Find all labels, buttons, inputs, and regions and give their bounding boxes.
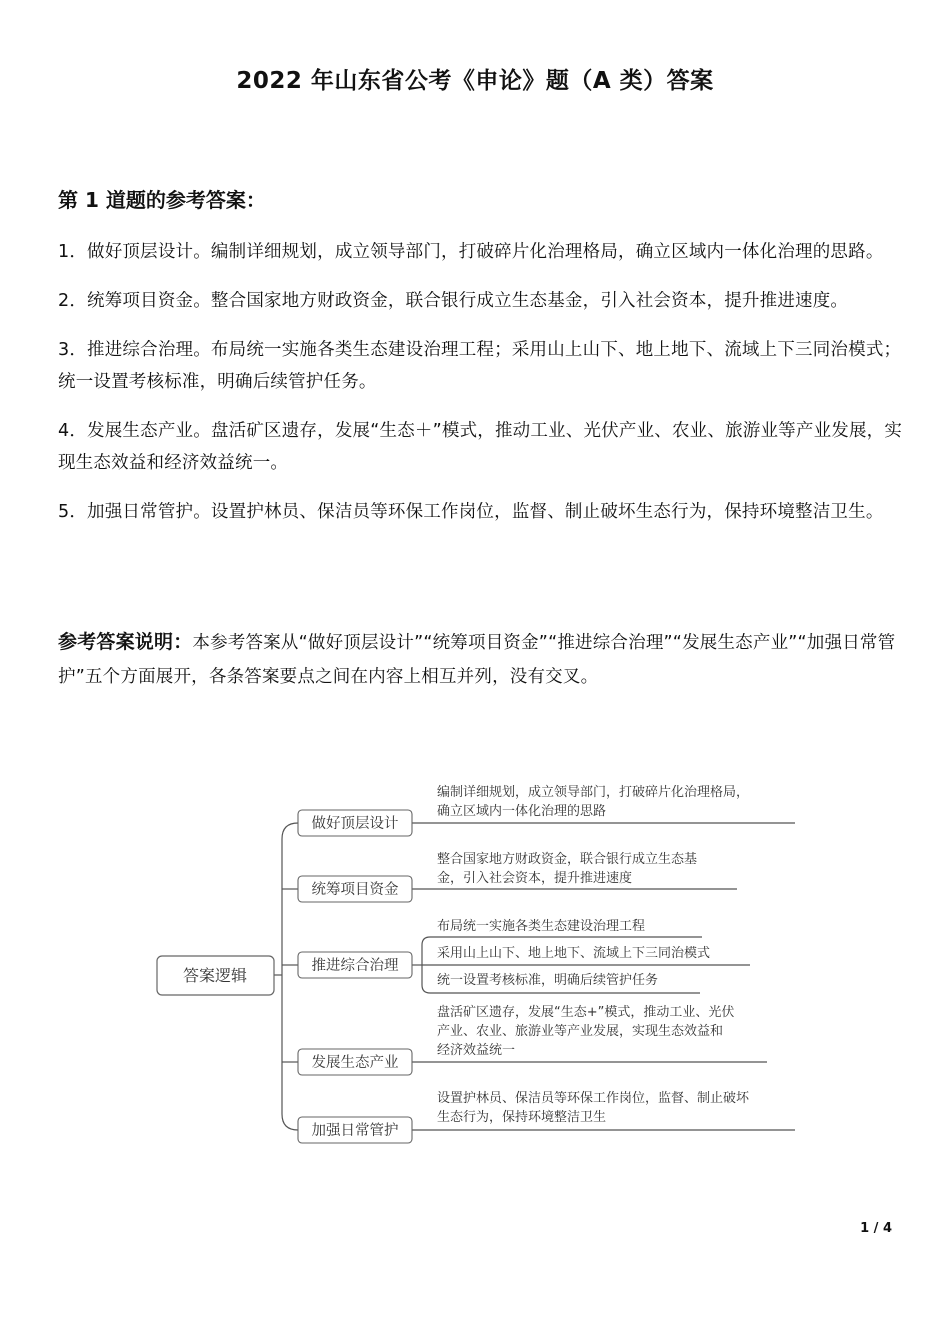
detail-text: 产业、农业、旅游业等产业发展，实现生态效益和 xyxy=(437,1024,724,1039)
branch-label: 统筹项目资金 xyxy=(311,882,399,898)
mindmap-diagram xyxy=(150,775,810,1160)
root-label: 答案逻辑 xyxy=(182,966,248,985)
detail-text: 编制详细规划，成立领导部门，打破碎片化治理格局， xyxy=(437,785,750,800)
branch-label: 推进综合治理 xyxy=(311,958,399,974)
document-title: 2022 年山东省公考《申论》题（A 类）答案 xyxy=(236,68,714,94)
answer-item: 4．发展生态产业。盘活矿区遗存，发展“生态＋”模式，推动工业、光伏产业、农业、旅游业等产业发展，实现生态效益和经济效益统一。 xyxy=(58,421,903,473)
answer-note xyxy=(58,625,903,694)
branch-label: 加强日常管护 xyxy=(311,1123,399,1139)
mindmap-trunk xyxy=(282,823,298,1130)
page-number: 1 / 4 xyxy=(860,1221,892,1236)
sub-detail-text: 布局统一实施各类生态建设治理工程 xyxy=(437,919,646,934)
answer-item: 1．做好顶层设计。编制详细规划，成立领导部门，打破碎片化治理格局，确立区域内一体化治理的思路。 xyxy=(58,242,884,262)
detail-text: 整合国家地方财政资金，联合银行成立生态基 xyxy=(437,852,698,867)
note-text: 本参考答案从“做好顶层设计”“统筹项目资金”“推进综合治理”“发展生态产业”“加强日常管护”五个方面展开，各条答案要点之间在内容上相互并列，没有交叉。 xyxy=(58,633,896,687)
sub-detail-text: 采用山上山下、地上地下、流域上下三同治模式 xyxy=(437,946,711,961)
answer-item: 3．推进综合治理。布局统一实施各类生态建设治理工程；采用山上山下、地上地下、流域上下三同治模式；统一设置考核标准，明确后续管护任务。 xyxy=(58,340,902,392)
note-label: 参考答案说明： xyxy=(58,631,193,653)
detail-text: 生态行为，保持环境整洁卫生 xyxy=(437,1110,607,1125)
branch-label: 做好顶层设计 xyxy=(311,816,399,832)
answer-item: 2．统筹项目资金。整合国家地方财政资金，联合银行成立生态基金，引入社会资本，提升推进速度。 xyxy=(58,291,849,311)
detail-text: 设置护林员、保洁员等环保工作岗位，监督、制止破坏 xyxy=(437,1091,750,1106)
detail-text: 确立区域内一体化治理的思路 xyxy=(437,804,607,819)
detail-text: 金，引入社会资本，提升推进速度 xyxy=(437,871,633,886)
answer-list xyxy=(58,236,903,545)
section-heading: 第 1 道题的参考答案： xyxy=(58,188,266,212)
detail-text: 经济效益统一 xyxy=(437,1043,516,1058)
detail-text: 盘活矿区遗存，发展“生态+”模式，推动工业、光伏 xyxy=(437,1005,735,1020)
answer-item: 5．加强日常管护。设置护林员、保洁员等环保工作岗位，监督、制止破坏生态行为，保持环境整洁卫生。 xyxy=(58,502,884,522)
sub-detail-text: 统一设置考核标准，明确后续管护任务 xyxy=(437,973,659,988)
branch-label: 发展生态产业 xyxy=(311,1055,399,1071)
